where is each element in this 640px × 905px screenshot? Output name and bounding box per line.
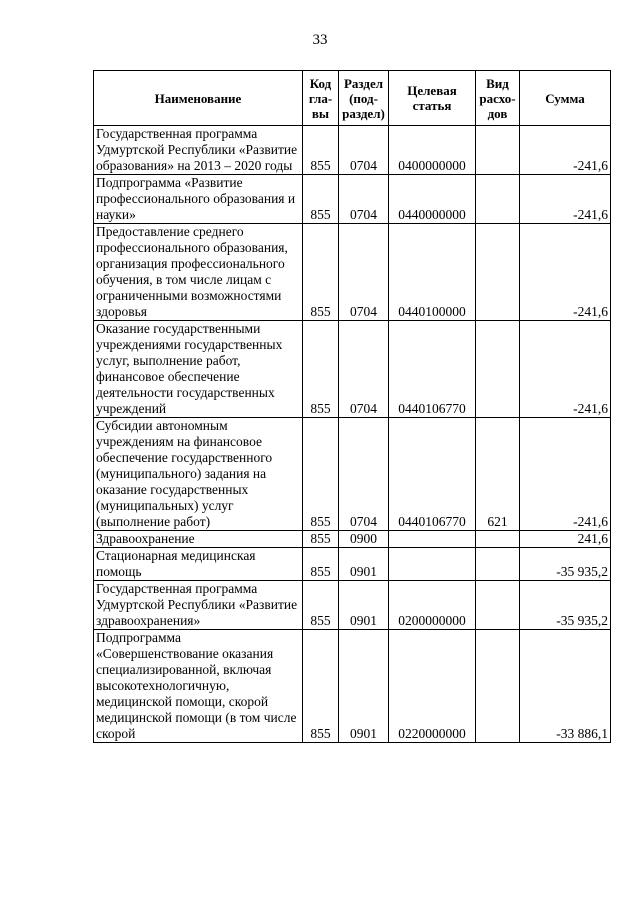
row-target: 0440100000 — [389, 224, 476, 321]
row-name: Подпрограмма «Развитие профессионального образования и науки» — [94, 175, 303, 224]
row-name: Здравоохранение — [94, 531, 303, 548]
header-target-item: Целевая статья — [389, 71, 476, 126]
table-row — [94, 418, 611, 531]
header-name: Наименование — [94, 71, 303, 126]
table-header-row — [94, 71, 611, 126]
row-target: 0440000000 — [389, 175, 476, 224]
row-sum: -241,6 — [520, 418, 611, 531]
row-section: 0704 — [339, 418, 389, 531]
page-number: 33 — [312, 32, 328, 48]
row-sum: -35 935,2 — [520, 548, 611, 581]
row-type — [476, 175, 520, 224]
budget-table — [93, 70, 611, 743]
row-type — [476, 126, 520, 175]
row-code: 855 — [303, 581, 339, 630]
row-name: Подпрограмма «Совершенствование оказания специализированной, включая высокотехнологичную, медицинской помощи, скорой медицинской помощи (в том числе скорой — [94, 630, 303, 743]
row-type — [476, 531, 520, 548]
row-type — [476, 581, 520, 630]
table-row — [94, 224, 611, 321]
row-section: 0900 — [339, 531, 389, 548]
row-target: 0440106770 — [389, 418, 476, 531]
table-row — [94, 531, 611, 548]
table-row — [94, 126, 611, 175]
row-name: Предоставление среднего профессионального образования, организация профессионального обучения, в том числе лицам с ограниченными возможностями здоровья — [94, 224, 303, 321]
row-name: Субсидии автономным учреждениям на финансовое обеспечение государственного (муниципального) задания на оказание государственных (муниципальных) услуг (выполнение работ) — [94, 418, 303, 531]
table-row — [94, 175, 611, 224]
row-sum: 241,6 — [520, 531, 611, 548]
row-section: 0704 — [339, 321, 389, 418]
row-code: 855 — [303, 175, 339, 224]
row-section: 0901 — [339, 548, 389, 581]
row-code: 855 — [303, 531, 339, 548]
row-section: 0704 — [339, 224, 389, 321]
row-type — [476, 630, 520, 743]
row-type — [476, 548, 520, 581]
row-sum: -241,6 — [520, 126, 611, 175]
row-section: 0901 — [339, 581, 389, 630]
row-name: Оказание государственными учреждениями государственных услуг, выполнение работ, финансовое обеспечение деятельности государственных учреждений — [94, 321, 303, 418]
row-name: Государственная программа Удмуртской Республики «Развитие здравоохранения» — [94, 581, 303, 630]
row-target: 0200000000 — [389, 581, 476, 630]
row-code: 855 — [303, 418, 339, 531]
row-type — [476, 224, 520, 321]
header-section: Раздел (под-раздел) — [339, 71, 389, 126]
table-row — [94, 548, 611, 581]
row-sum: -241,6 — [520, 321, 611, 418]
header-expense-type: Вид расхо-дов — [476, 71, 520, 126]
row-name: Государственная программа Удмуртской Республики «Развитие образования» на 2013 – 2020 годы — [94, 126, 303, 175]
row-type: 621 — [476, 418, 520, 531]
row-sum: -35 935,2 — [520, 581, 611, 630]
row-target — [389, 531, 476, 548]
row-section: 0901 — [339, 630, 389, 743]
row-code: 855 — [303, 548, 339, 581]
row-section: 0704 — [339, 126, 389, 175]
row-sum: -33 886,1 — [520, 630, 611, 743]
row-code: 855 — [303, 224, 339, 321]
table-row — [94, 321, 611, 418]
row-code: 855 — [303, 630, 339, 743]
table-row — [94, 630, 611, 743]
row-target — [389, 548, 476, 581]
header-sum: Сумма — [520, 71, 611, 126]
row-sum: -241,6 — [520, 224, 611, 321]
row-section: 0704 — [339, 175, 389, 224]
row-target: 0220000000 — [389, 630, 476, 743]
table-row — [94, 581, 611, 630]
row-name: Стационарная медицинская помощь — [94, 548, 303, 581]
row-sum: -241,6 — [520, 175, 611, 224]
row-target: 0440106770 — [389, 321, 476, 418]
row-code: 855 — [303, 321, 339, 418]
row-code: 855 — [303, 126, 339, 175]
row-target: 0400000000 — [389, 126, 476, 175]
header-chapter-code: Код гла-вы — [303, 71, 339, 126]
row-type — [476, 321, 520, 418]
